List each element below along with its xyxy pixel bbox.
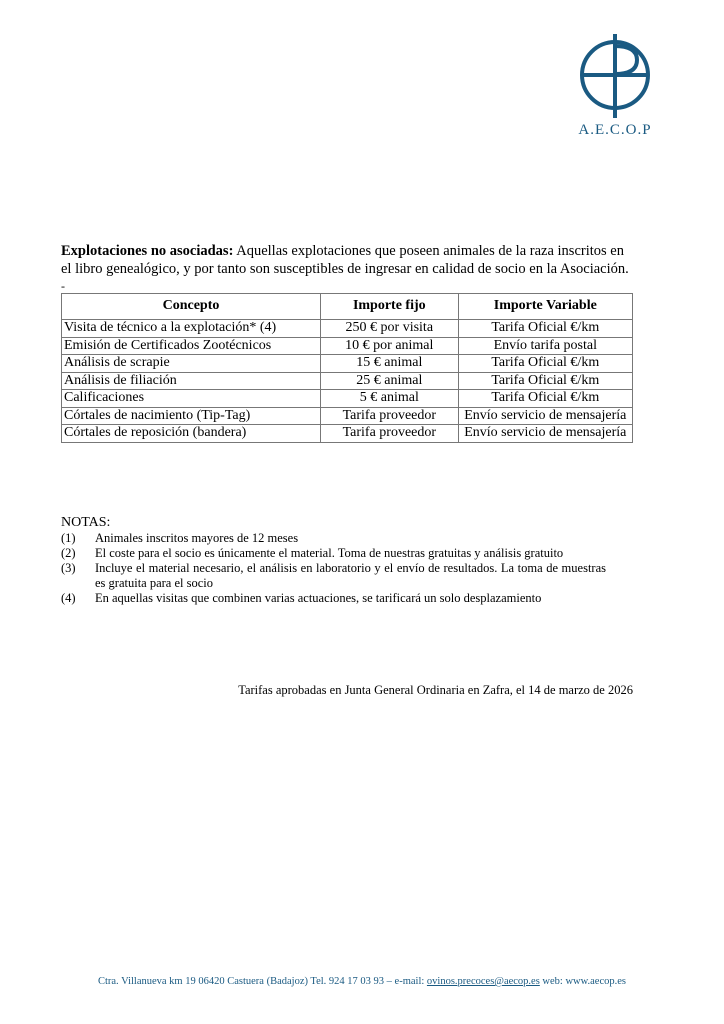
intro-dash: - <box>61 279 65 293</box>
intro-bold: Explotaciones no asociadas: <box>61 243 234 259</box>
cell-concepto: Emisión de Certificados Zootécnicos <box>62 337 321 355</box>
cell-importe-variable: Envío servicio de mensajería <box>458 425 632 443</box>
tarifas-table <box>61 293 633 443</box>
notas-title: NOTAS: <box>61 515 111 530</box>
header-importe-variable: Importe Variable <box>458 294 632 320</box>
aecop-logo-icon <box>577 30 653 120</box>
aecop-logo <box>570 30 660 140</box>
cell-importe-variable: Tarifa Oficial €/km <box>458 372 632 390</box>
table-row <box>62 390 633 408</box>
footer-web: web: www.aecop.es <box>539 976 627 987</box>
table-row <box>62 320 633 338</box>
intro-text: Aquellas explotaciones que poseen animales de la raza inscritos en el libro genealógico, y por tanto son susceptibles de ingresar en calidad de socio en la Asociación. <box>61 243 629 277</box>
cell-importe-fijo: Tarifa proveedor <box>321 425 459 443</box>
cell-concepto: Calificaciones <box>62 390 321 408</box>
table-row <box>62 372 633 390</box>
cell-concepto: Análisis de scrapie <box>62 355 321 373</box>
nota-item <box>61 546 606 561</box>
cell-concepto: Córtales de reposición (bandera) <box>62 425 321 443</box>
cell-importe-fijo: 250 € por visita <box>321 320 459 338</box>
table-row <box>62 337 633 355</box>
nota-text: Incluye el material necesario, el análisis en laboratorio y el envío de resultados. La toma de muestras es gratuita para el socio <box>95 561 606 590</box>
nota-item <box>61 591 606 606</box>
table-row <box>62 355 633 373</box>
nota-number: (1) <box>61 531 76 545</box>
nota-text: El coste para el socio es únicamente el material. Toma de nuestras gratuitas y análisis gratuito <box>95 546 564 560</box>
cell-importe-variable: Tarifa Oficial €/km <box>458 390 632 408</box>
notas-section <box>61 515 606 606</box>
cell-importe-variable: Tarifa Oficial €/km <box>458 355 632 373</box>
aprobacion-text: Tarifas aprobadas en Junta General Ordinaria en Zafra, el 14 de marzo de 2026 <box>238 683 633 697</box>
logo-text: A.E.C.O.P <box>578 122 652 138</box>
cell-importe-fijo: 25 € animal <box>321 372 459 390</box>
nota-number: (3) <box>61 561 76 575</box>
cell-importe-variable: Tarifa Oficial €/km <box>458 320 632 338</box>
nota-number: (4) <box>61 591 76 605</box>
cell-importe-variable: Envío servicio de mensajería <box>458 407 632 425</box>
cell-importe-fijo: 5 € animal <box>321 390 459 408</box>
cell-importe-fijo: Tarifa proveedor <box>321 407 459 425</box>
nota-item <box>61 561 606 591</box>
cell-concepto: Visita de técnico a la explotación* (4) <box>62 320 321 338</box>
cell-concepto: Córtales de nacimiento (Tip-Tag) <box>62 407 321 425</box>
table-row <box>62 407 633 425</box>
nota-number: (2) <box>61 546 76 560</box>
cell-importe-fijo: 15 € animal <box>321 355 459 373</box>
table-header-row <box>62 294 633 320</box>
nota-text: En aquellas visitas que combinen varias actuaciones, se tarificará un solo desplazamiento <box>95 591 542 605</box>
cell-concepto: Análisis de filiación <box>62 372 321 390</box>
table-row <box>62 425 633 443</box>
header-concepto: Concepto <box>62 294 321 320</box>
cell-importe-fijo: 10 € por animal <box>321 337 459 355</box>
footer-address: Ctra. Villanueva km 19 06420 Castuera (Badajoz) Tel. 924 17 03 93 – e-mail: <box>97 976 427 987</box>
cell-importe-variable: Envío tarifa postal <box>458 337 632 355</box>
footer-email-link[interactable]: ovinos.precoces@aecop.es <box>426 976 540 987</box>
nota-text: Animales inscritos mayores de 12 meses <box>95 531 299 545</box>
header-importe-fijo: Importe fijo <box>321 294 459 320</box>
intro-paragraph <box>61 242 636 278</box>
footer <box>0 976 724 987</box>
nota-item <box>61 531 606 546</box>
